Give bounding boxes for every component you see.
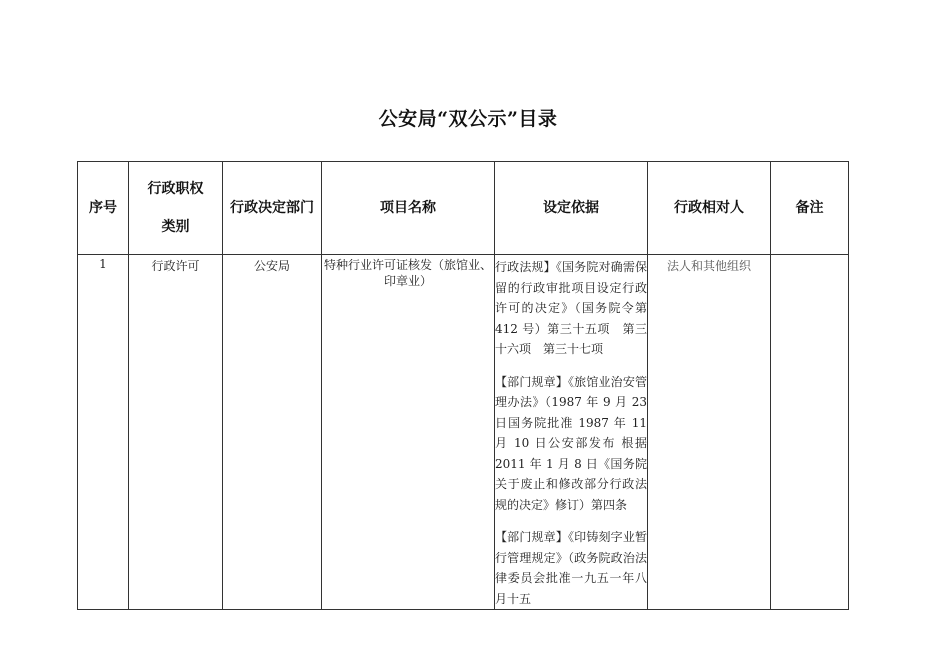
basis-paragraph: 【部门规章】《印铸刻字业暂行管理规定》（政务院政治法律委员会批准一九五一年八月十五 (495, 530, 647, 606)
cell-counterpart: 法人和其他组织 (648, 255, 771, 610)
header-row (78, 162, 849, 255)
cell-remark (771, 255, 849, 610)
header-department: 行政决定部门 (223, 162, 322, 255)
basis-paragraph: 行政法规】《国务院对确需保留的行政审批项目设定行政许可的决定》（国务院令第 412 号）第三十五项 第三十六项 第三十七项 (495, 260, 647, 356)
cell-item-name: 特种行业许可证核发（旅馆业、印章业） (322, 255, 495, 610)
cell-seq: 1 (78, 255, 129, 610)
catalog-table (77, 161, 849, 610)
header-counterpart: 行政相对人 (648, 162, 771, 255)
header-seq: 序号 (78, 162, 129, 255)
cell-category: 行政许可 (129, 255, 223, 610)
header-category-line1: 行政职权 (147, 181, 204, 197)
header-basis: 设定依据 (495, 162, 648, 255)
cell-department: 公安局 (223, 255, 322, 610)
header-category (129, 162, 223, 255)
page-title: 公安局“双公示”目录 (378, 108, 558, 130)
header-item-name: 项目名称 (322, 162, 495, 255)
header-category-line2: 类别 (161, 219, 190, 235)
table-row (78, 255, 849, 610)
header-remark: 备注 (771, 162, 849, 255)
cell-basis (495, 255, 648, 610)
basis-paragraph: 【部门规章】《旅馆业治安管理办法》（1987 年 9 月 23 日国务院批准 1987 年 11 月 10 日公安部发布 根据 2011 年 1 月 8 日《国务院关于废止和修改部分行政法规的决定》修订）第四条 (495, 374, 647, 512)
